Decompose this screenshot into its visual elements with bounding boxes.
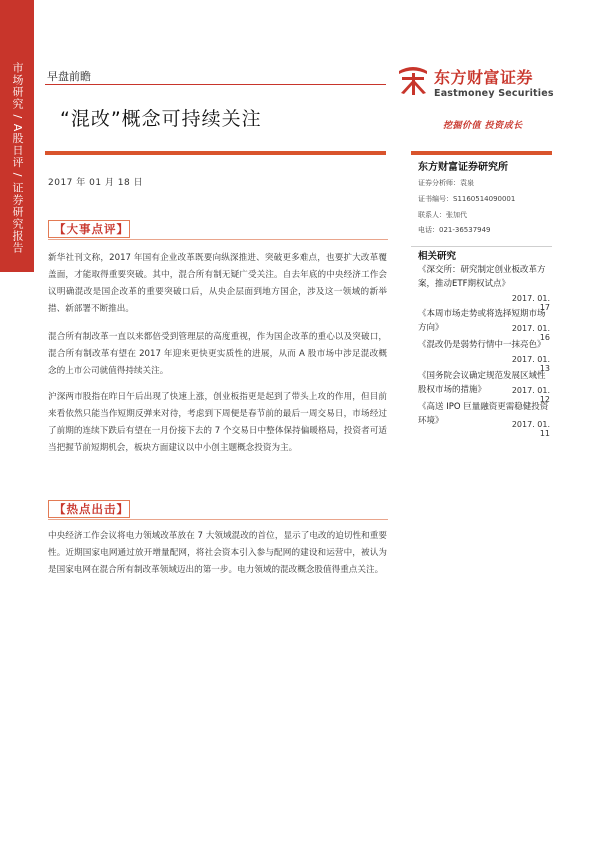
related-divider [411,246,552,247]
brand-name-cn: 东方财富证券 [434,68,534,87]
related-item-title[interactable]: 《高送 IPO 巨量融资更需稳健投资环境》 [418,402,549,426]
phone-line: 电话：021-36537949 [418,226,491,234]
body-paragraph: 沪深两市股指在昨日午后出现了快速上涨，创业板指更是起到了带头上攻的作用，但目前来看依然只能当作短期反弹来对待，考虑到下周便是春节前的最后一周交易日，市场经过了前期的连续下跌后有望在一月份接下去的 7 个交易日中整体保持偏暖格局，投资者可适当把握节前短期机会，板块方面建议以中小创主题概念投资为主。 [48,392,387,453]
body-paragraph: 中央经济工作会议将电力领域改革放在 7 大领域混改的首位，显示了电改的迫切性和重要性。近期国家电网通过放开增量配网，将社会资本引入参与配网的建设和运营中，被认为是国家电网在混合所有制改革领域迈出的第一步。电力领域的混改概念股值得重点关注。 [48,531,387,575]
header-divider [45,84,386,85]
logo-mark-icon [396,63,430,97]
firm-name: 东方财富证券研究所 [418,162,508,173]
sidebar-strip [0,0,34,842]
section-heading-events [48,220,388,240]
report-date: 2017 年 01 月 18 日 [48,178,144,188]
body-paragraph: 新华社刊文称，2017 年国有企业改革既要向纵深推进、突破更多难点，也要扩大改革覆盖面，才能取得重要突破。其中，混合所有制无疑广受关注。自去年底的中央经济工作会议明确混改是国企改革的重要突破口后，从央企层面到地方国企，涉及这一领域的新举措、新部署不断推出。 [48,253,387,314]
related-item-title[interactable]: 《混改仍是弱势行情中一抹亮色》 [418,340,546,350]
related-item-title[interactable]: 《本周市场走势或将选择短期市场方向》 [418,309,546,333]
contact-line: 联系人：张加代 [418,211,467,219]
related-research-title: 相关研究 [418,251,457,262]
body-paragraph: 混合所有制改革一直以来都倍受到管理层的高度重视，作为国企改革的重心以及突破口，混合所有制改革有望在 2017 年迎来更快更实质性的进展，从而 A 股市场中涉足混改概念的上市公司就值得持续关注。 [48,332,387,376]
section-heading-rule [48,239,388,240]
report-title: “混改”概念可持续关注 [60,108,262,130]
sidebar-category-text: 市场研究 / A股日评 / 证券研究报告 [11,62,24,254]
section-label: 早盘前瞻 [47,70,91,83]
panel-accent-bar [411,151,552,155]
certificate-line: 证书编号：S1160514090001 [418,195,516,203]
related-item-date: 2017. 01. 13 [511,355,550,373]
title-accent-bar [45,151,386,155]
related-item-title[interactable]: 《深交所：研究制定创业板改革方案，推动ETF期权试点》 [418,265,546,289]
company-logo [396,63,554,108]
related-item-date: 2017. 01. 11 [511,420,550,438]
analyst-line: 证券分析师：袁泉 [418,179,474,187]
related-item-date: 2017. 01. 17 [511,294,550,312]
section-heading-label: 【大事点评】 [54,222,129,236]
section-heading-rule [48,519,388,520]
section-heading-label: 【热点出击】 [54,502,129,516]
brand-slogan: 挖掘价值 投资成长 [443,121,523,131]
section-heading-hotspot [48,500,388,520]
related-item-title[interactable]: 《国务院会议确定规范发展区域性股权市场的措施》 [418,371,546,395]
related-item-date: 2017. 01. 16 [511,324,550,342]
brand-name-en: Eastmoney Securities [434,88,554,99]
related-item-date: 2017. 01. 12 [511,386,550,404]
